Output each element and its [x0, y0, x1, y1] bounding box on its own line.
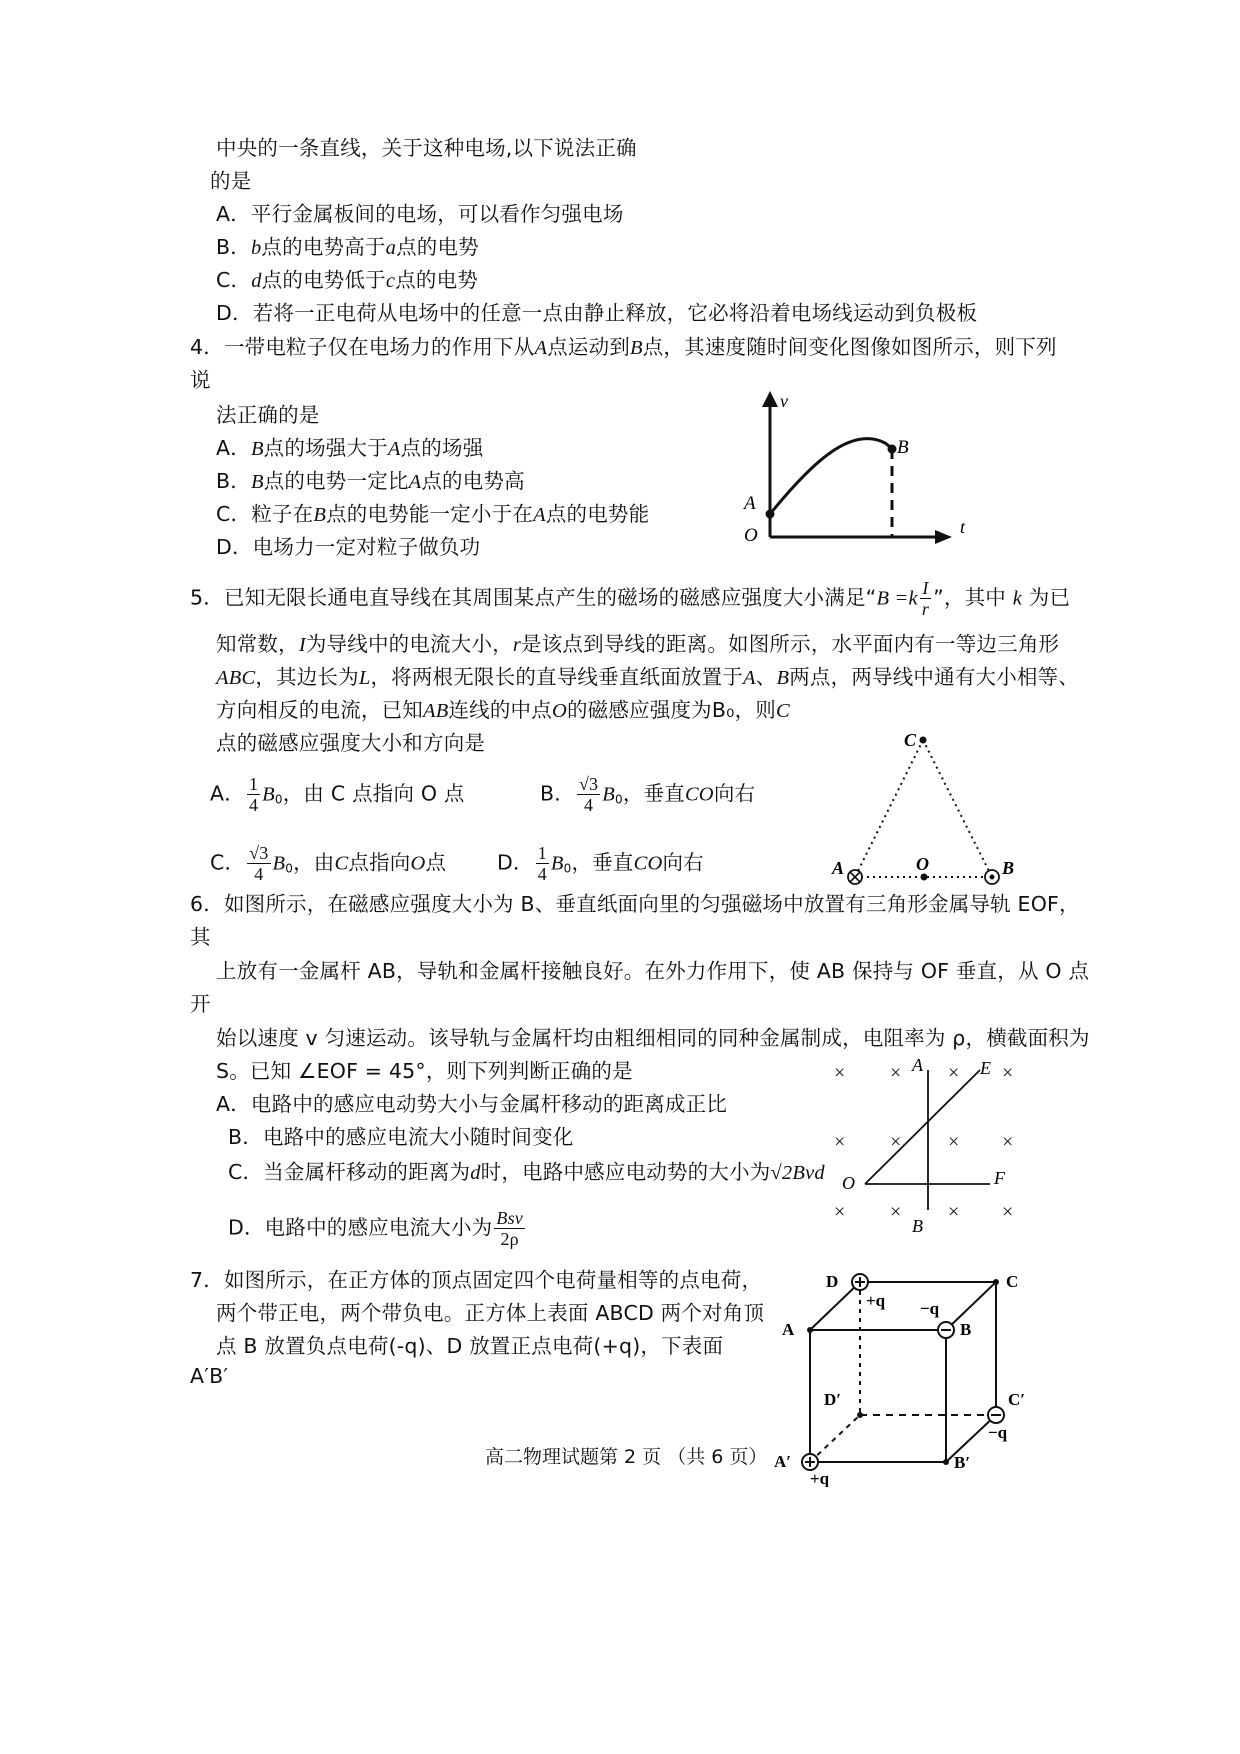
q3-option-c: C．d点的电势低于c点的电势	[216, 268, 478, 292]
q5-stem-line-2: 知常数，I为导线中的电流大小，r是该点到导线的距离。如图所示，水平面内有一等边三角形	[216, 632, 1060, 656]
q5-point-o-label: O	[916, 854, 929, 874]
q6-point-f-label: F	[994, 1168, 1005, 1188]
q4-point-a-label: A	[744, 493, 756, 514]
q7-vertex-bprime-label: B′	[954, 1453, 971, 1472]
q5-option-b: B． $\frac{√3}{4}$ $B_0$，垂直CO向右	[540, 774, 756, 815]
q6-point-b-label: B	[912, 1216, 923, 1235]
q6-stem-wrap-1: 其	[190, 925, 211, 949]
q4-option-d: D．电场力一定对粒子做负功	[216, 535, 481, 559]
q6-point-e-label: E	[980, 1058, 991, 1078]
q4-axis-v-label: v	[780, 391, 788, 411]
q6-option-a: A．电路中的感应电动势大小与金属杆移动的距离成正比	[216, 1092, 728, 1116]
q5-stem-line-4: 方向相反的电流，已知AB连线的中点O的磁感应强度为B₀，则C	[216, 698, 790, 722]
q7-vertex-b-label: B	[960, 1320, 972, 1339]
q6-field-cross: ×	[948, 1131, 960, 1153]
q4-stem: 4．一带电粒子仅在电场力的作用下从A点运动到B点，其速度随时间变化图像如图所示，则下列	[190, 335, 1057, 359]
q5-stem: 5．已知无限长通电直导线在其周围某点产生的磁场的磁感应强度大小满足“B =k $\frac{I}{r}$ ”，其中 k 为已	[190, 578, 1071, 619]
q7-charge-d-label: +q	[866, 1291, 886, 1310]
q3-option-d: D．若将一正电荷从电场中的任意一点由静止释放，它必将沿着电场线运动到负极板	[216, 301, 978, 325]
q7-vertex-d-label: D	[826, 1272, 839, 1291]
q7-stem-line-4: A′B′	[190, 1364, 229, 1388]
q6-field-cross: ×	[1002, 1062, 1014, 1084]
q4-stem-continuation: 法正确的是	[216, 403, 320, 427]
q7-vertex-c-label: C	[1006, 1272, 1019, 1291]
q6-field-cross: ×	[890, 1131, 902, 1153]
q6-point-a-label: A	[912, 1055, 923, 1075]
q6-field-cross: ×	[890, 1062, 902, 1084]
q7-stem-line-2: 两个带正电，两个带负电。正方体上表面 ABCD 两个对角顶	[216, 1301, 765, 1325]
q4-axis-t-label: t	[960, 517, 966, 537]
q6-field-cross: ×	[948, 1062, 960, 1084]
q7-stem-line-1: 7．如图所示，在正方体的顶点固定四个电荷量相等的点电荷，	[190, 1268, 763, 1292]
q5-stem-line-5: 点的磁感应强度大小和方向是	[216, 731, 486, 755]
q7-charge-b-label: −q	[920, 1299, 940, 1318]
q6-stem-line-1: 6．如图所示，在磁感应强度大小为 B、垂直纸面向里的匀强磁场中放置有三角形金属导轨 EOF，	[190, 892, 1080, 916]
q6-stem-line-4: S。已知 ∠EOF = 45°，则下列判断正确的是	[216, 1059, 633, 1083]
q5-triangle-figure	[820, 722, 1030, 892]
q6-magnetic-field-figure	[820, 1050, 1040, 1235]
q3-option-b: B．b点的电势高于a点的电势	[216, 235, 479, 259]
q7-stem-line-3: 点 B 放置负点电荷(-q)、D 放置正点电荷(+q)，下表面	[216, 1334, 724, 1358]
q5-option-c: C． $\frac{√3}{4}$ $B_0$，由C点指向O点	[210, 843, 447, 884]
q7-vertex-aprime-label: A′	[774, 1452, 792, 1471]
q4-point-b-label: B	[897, 437, 909, 458]
q4-velocity-time-graph	[730, 385, 980, 550]
q5-option-d: D． $\frac{1}{4}$ $B_0$，垂直CO向右	[497, 843, 704, 884]
q5-stem-line-3: ABC，其边长为L，将两根无限长的直导线垂直纸面放置于A、B两点，两导线中通有大小相等、	[216, 665, 1080, 689]
q4-option-b: B．B点的电势一定比A点的电势高	[216, 469, 525, 493]
q3-option-a: A．平行金属板间的电场，可以看作匀强电场	[216, 202, 624, 226]
q7-vertex-dprime-label: D′	[824, 1390, 842, 1409]
q5-option-a: A． $\frac{1}{4}$ $B_0$，由 C 点指向 O 点	[210, 774, 465, 815]
q5-point-a-label: A	[832, 858, 845, 878]
q3-stem-continuation-2: 的是	[210, 169, 252, 193]
q5-point-c-label: C	[904, 730, 917, 750]
q6-field-cross: ×	[1002, 1201, 1014, 1223]
q4-option-c: C．粒子在B点的电势能一定小于在A点的电势能	[216, 502, 650, 526]
q3-stem-continuation: 中央的一条直线，关于这种电场,以下说法正确	[216, 136, 637, 160]
q4-origin-label: O	[744, 525, 758, 546]
q6-field-cross: ×	[948, 1201, 960, 1223]
q7-cube-figure	[770, 1262, 1050, 1487]
q5-point-b-label: B	[1002, 858, 1015, 878]
q7-vertex-cprime-label: C′	[1008, 1390, 1026, 1409]
q7-vertex-a-label: A	[782, 1320, 795, 1339]
page-footer: 高二物理试题第 2 页 （共 6 页）	[485, 1446, 768, 1468]
q4-stem-wrap: 说	[190, 368, 211, 392]
q6-option-d: D．电路中的感应电流大小为 $\frac{\text{Bsv}}{2\rho}$	[228, 1208, 523, 1249]
q6-option-c: C．当金属杆移动的距离为d时，电路中感应电动势的大小为√2Bvd	[228, 1160, 825, 1184]
q7-charge-cprime-label: −q	[988, 1423, 1008, 1442]
q6-point-o-label: O	[842, 1173, 855, 1193]
q6-option-b: B．电路中的感应电流大小随时间变化	[228, 1125, 574, 1149]
q6-field-cross: ×	[834, 1201, 846, 1223]
q4-option-a: A．B点的场强大于A点的场强	[216, 436, 484, 460]
q6-stem-wrap-2: 开	[190, 992, 211, 1016]
q6-field-cross: ×	[834, 1062, 846, 1084]
q6-stem-line-3: 始以速度 v 匀速运动。该导轨与金属杆均由粗细相同的同种金属制成，电阻率为 ρ，横截面积为	[216, 1026, 1090, 1050]
q6-field-cross: ×	[1002, 1131, 1014, 1153]
q6-stem-line-2: 上放有一金属杆 AB，导轨和金属杆接触良好。在外力作用下，使 AB 保持与 OF 垂直，从 O 点	[216, 959, 1090, 983]
q6-field-cross: ×	[834, 1131, 846, 1153]
q7-charge-aprime-label: +q	[810, 1469, 830, 1487]
q6-field-cross: ×	[890, 1201, 902, 1223]
